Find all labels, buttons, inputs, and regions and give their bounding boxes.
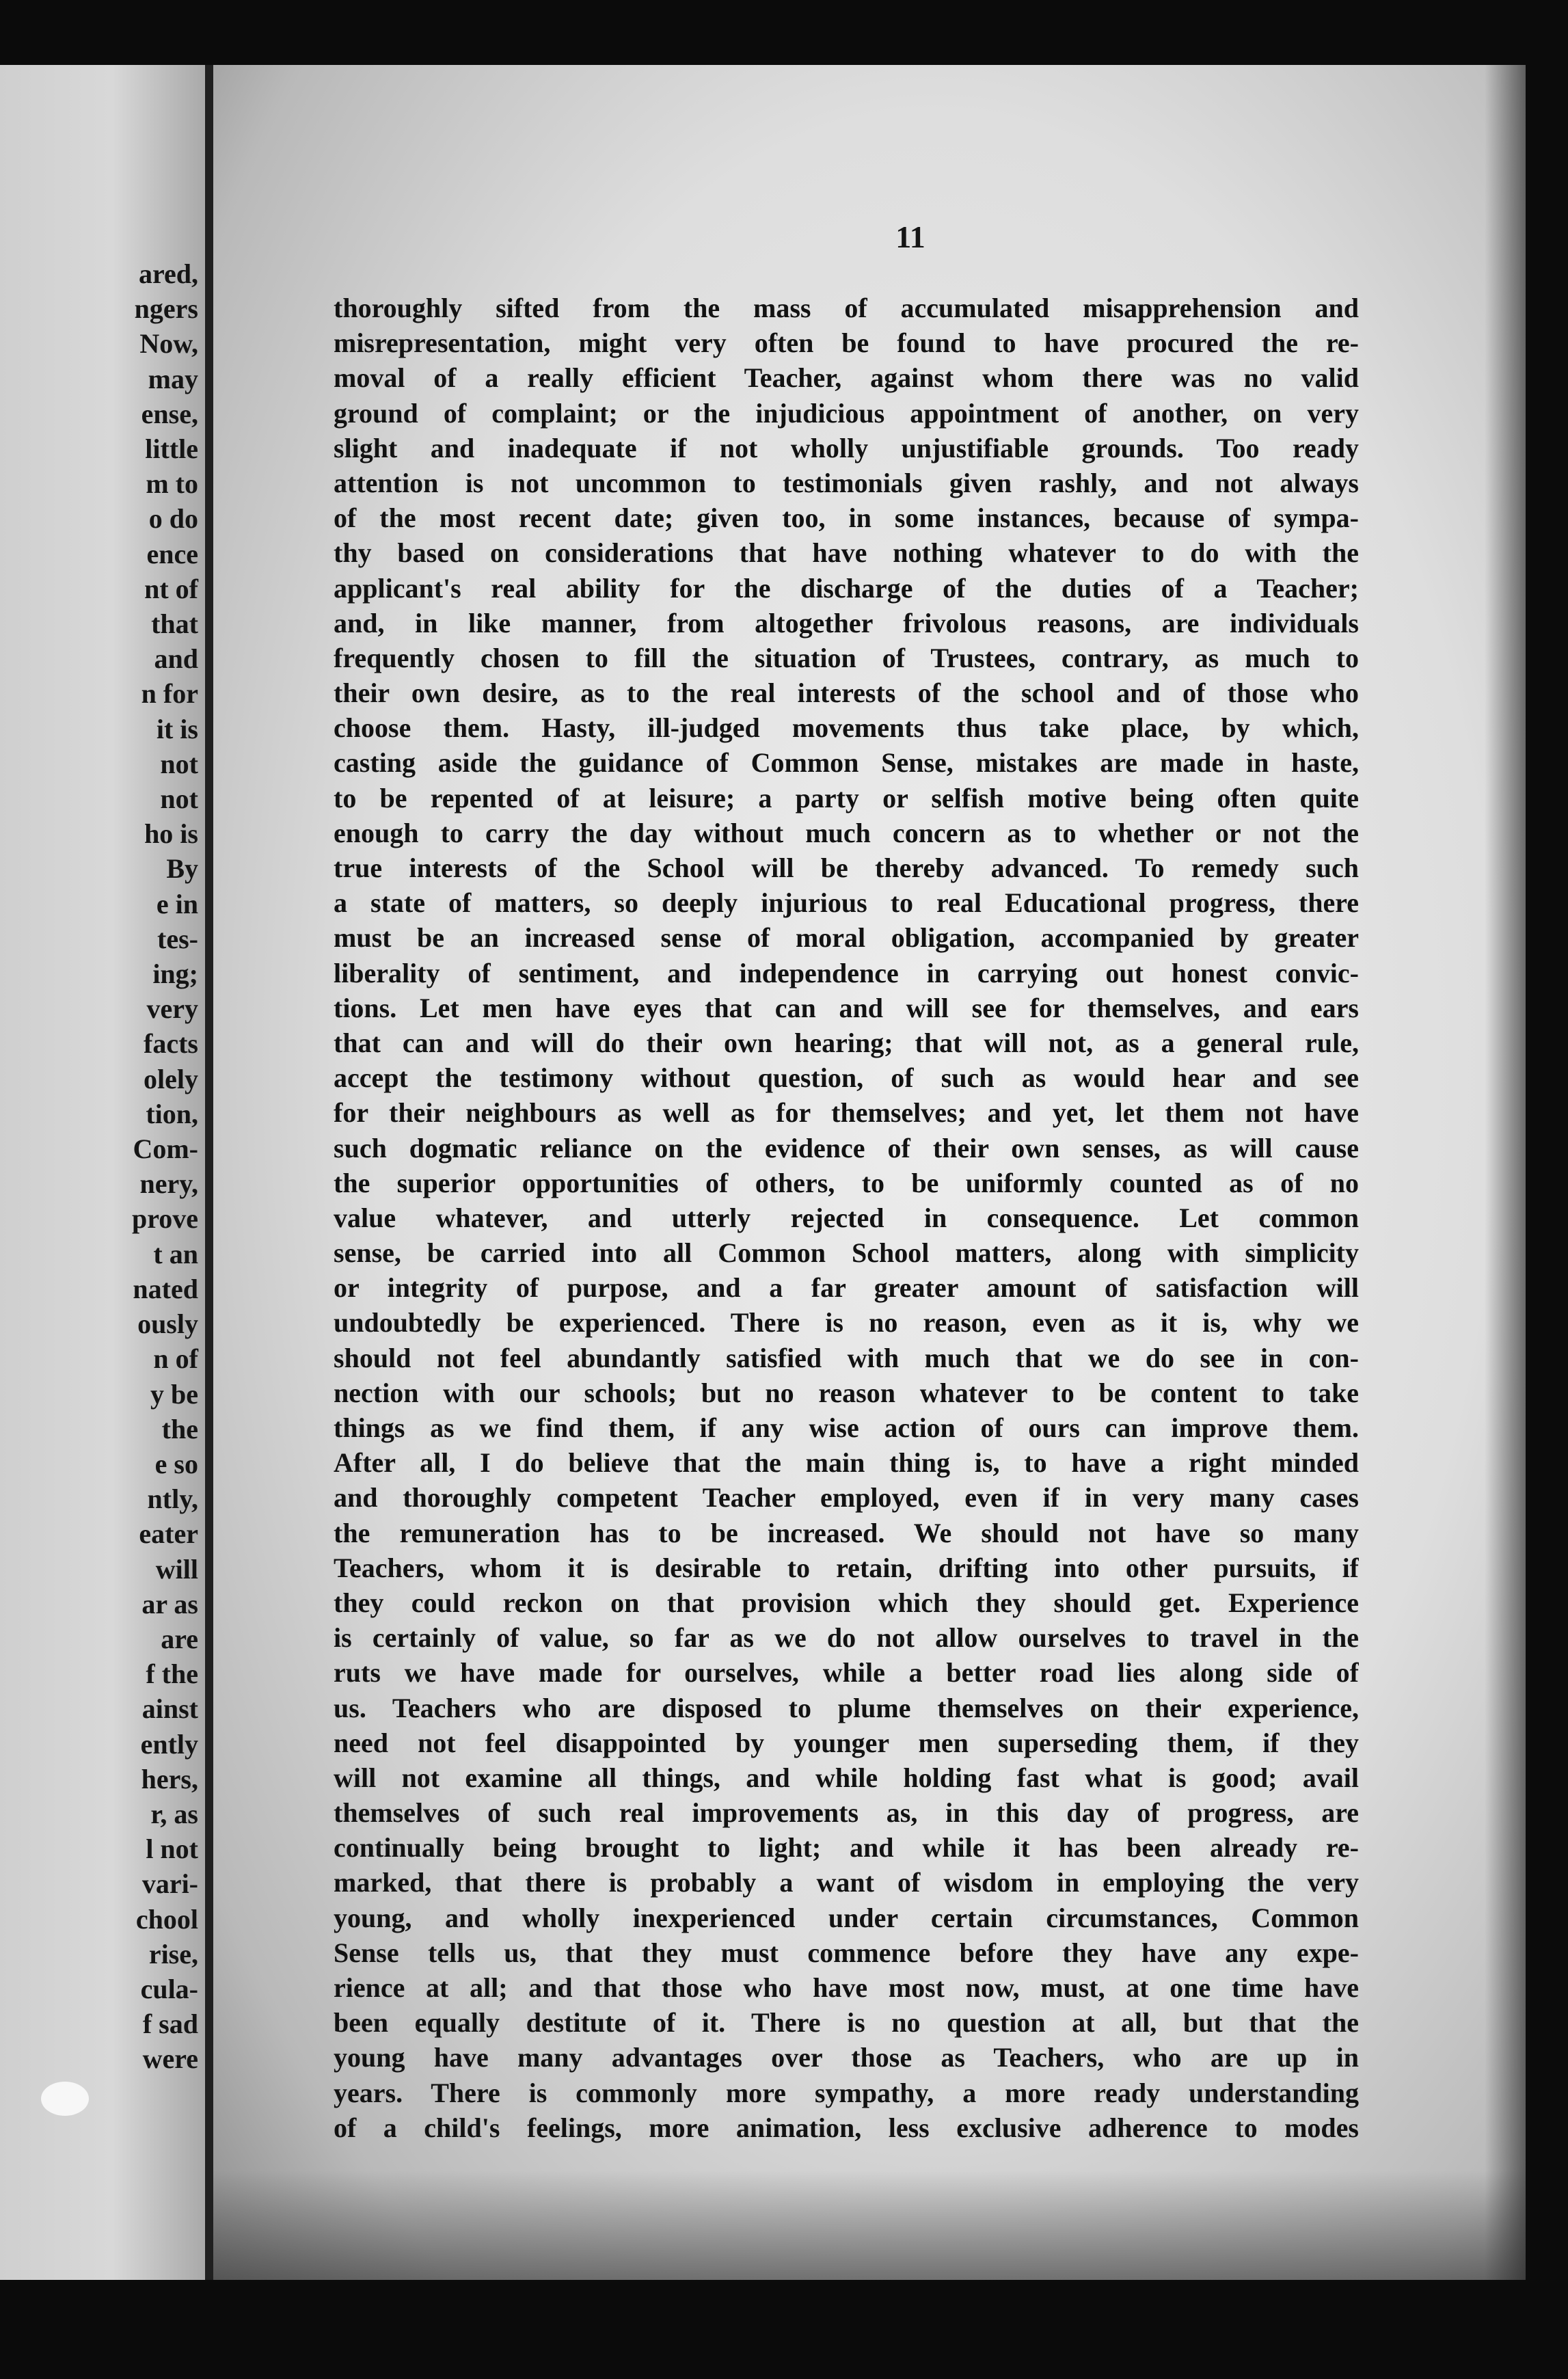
left-page-line: the — [161, 1413, 198, 1444]
left-page-line: n for — [141, 678, 198, 710]
text-line: their own desire, as to the real interests of the school and of those who — [334, 677, 1359, 709]
text-line: will not examine all things, and while holding fast what is good; avail — [334, 1762, 1359, 1793]
text-line: that can and will do their own hearing; that will not, as a general rule, — [334, 1027, 1359, 1058]
left-page-line: ared, — [138, 258, 198, 289]
main-page — [213, 65, 1526, 2280]
text-line: to be repented of at leisure; a party or selfish motive being often quite — [334, 782, 1359, 814]
left-page-line: that — [151, 608, 198, 640]
text-line: ruts we have made for ourselves, while a better road lies along side of — [334, 1657, 1359, 1689]
left-page-line: ar as — [141, 1588, 198, 1619]
left-page-line: vari- — [141, 1868, 198, 1900]
text-line: accept the testimony without question, of such as would hear and see — [334, 1062, 1359, 1094]
left-page-line: ho is — [144, 818, 198, 850]
left-page-line: ainst — [141, 1693, 198, 1725]
text-line: misrepresentation, might very often be found to have procured the re- — [334, 327, 1359, 359]
left-page-line: By — [166, 853, 198, 885]
text-line: Teachers, whom it is desirable to retain, drifting into other pursuits, if — [334, 1552, 1359, 1583]
left-page-line: r, as — [150, 1798, 198, 1829]
text-line: been equally destitute of it. There is no question at all, but that the — [334, 2007, 1359, 2039]
text-line: choose them. Hasty, ill-judged movements thus take place, by which, — [334, 712, 1359, 744]
left-page-line: are — [161, 1623, 198, 1654]
left-page-line: l not — [146, 1833, 198, 1865]
text-line: must be an increased sense of moral obligation, accompanied by greater — [334, 922, 1359, 954]
text-line: Sense tells us, that they must commence before they have any expe- — [334, 1937, 1359, 1968]
left-page-line: tes- — [157, 923, 198, 954]
text-line: slight and inadequate if not wholly unjustifiable grounds. Too ready — [334, 432, 1359, 463]
page-number: 11 — [895, 219, 925, 254]
left-page-line: nated — [133, 1273, 198, 1304]
left-page-line: may — [148, 363, 198, 394]
body-text — [334, 291, 1359, 2145]
text-line: After all, I do believe that the main thing is, to have a right minded — [334, 1447, 1359, 1479]
left-page-line: ngers — [134, 293, 198, 325]
left-page-line: f sad — [142, 2008, 198, 2040]
left-page-line: ntly, — [147, 1483, 198, 1515]
left-page-line: e so — [154, 1448, 198, 1479]
left-page-line: prove — [131, 1203, 198, 1235]
text-line: of a child's feelings, more animation, less exclusive adherence to modes — [334, 2112, 1359, 2143]
page-edge-shadow — [1485, 65, 1526, 2280]
left-page-line: not — [160, 783, 198, 815]
text-line: continually being brought to light; and while it has been already re- — [334, 1832, 1359, 1864]
left-page-line: it is — [156, 713, 198, 744]
left-page-line: will — [155, 1553, 198, 1585]
left-page-line: facts — [144, 1028, 198, 1060]
text-line: sense, be carried into all Common School matters, along with simplicity — [334, 1237, 1359, 1269]
left-page-line: eater — [139, 1518, 198, 1550]
text-line: should not feel abundantly satisfied with much that we do see in con- — [334, 1342, 1359, 1373]
left-page-line: m to — [146, 468, 198, 500]
left-page-line: Com- — [133, 1133, 198, 1165]
text-line: moval of a really efficient Teacher, against whom there was no valid — [334, 362, 1359, 394]
text-line: thy based on considerations that have nothing whatever to do with the — [334, 537, 1359, 569]
text-line: and thoroughly competent Teacher employed, even if in very many cases — [334, 1482, 1359, 1514]
text-line: themselves of such real improvements as, in this day of progress, are — [334, 1797, 1359, 1829]
text-line: frequently chosen to fill the situation of Trustees, contrary, as much to — [334, 642, 1359, 673]
text-line: the superior opportunities of others, to be uniformly counted as of no — [334, 1167, 1359, 1198]
left-page-line: very — [146, 993, 198, 1025]
left-page-line: y be — [150, 1378, 198, 1410]
text-line: value whatever, and utterly rejected in consequence. Let common — [334, 1202, 1359, 1233]
text-line: the remuneration has to be increased. We should not have so many — [334, 1517, 1359, 1548]
text-line: of the most recent date; given too, in some instances, because of sympa- — [334, 502, 1359, 534]
left-page-line: were — [142, 2043, 198, 2075]
left-page-line: e in — [156, 888, 198, 919]
text-line: such dogmatic reliance on the evidence of their own senses, as will cause — [334, 1132, 1359, 1164]
ink-blot — [41, 2082, 89, 2116]
left-page-line: ing; — [152, 958, 198, 990]
left-page-line: tion, — [146, 1098, 198, 1129]
left-page-line: chool — [135, 1903, 198, 1935]
text-line: applicant's real ability for the discharge of the duties of a Teacher; — [334, 572, 1359, 604]
text-line: young have many advantages over those as Teachers, who are up in — [334, 2042, 1359, 2073]
page-gutter — [205, 65, 213, 2280]
left-page-line: ously — [137, 1308, 198, 1340]
left-page-line: hers, — [141, 1763, 198, 1795]
left-page-line: o do — [148, 503, 198, 535]
text-line: young, and wholly inexperienced under certain circumstances, Common — [334, 1902, 1359, 1933]
left-page-line: ense, — [141, 398, 198, 429]
left-page-line: nery, — [139, 1168, 198, 1200]
left-page-line: little — [145, 433, 198, 465]
text-line: they could reckon on that provision which they should get. Experience — [334, 1587, 1359, 1618]
left-page-text — [132, 256, 198, 2077]
left-page-line: not — [160, 748, 198, 779]
left-page-line: olely — [144, 1063, 198, 1094]
left-page-line: rise, — [148, 1938, 198, 1970]
left-page-line: and — [154, 643, 198, 675]
left-facing-page — [0, 65, 205, 2280]
text-line: rience at all; and that those who have most now, must, at one time have — [334, 1972, 1359, 2003]
text-line: marked, that there is probably a want of wisdom in employing the very — [334, 1867, 1359, 1898]
left-page-line: t an — [153, 1238, 198, 1269]
left-page-line: cula- — [140, 1973, 198, 2004]
text-line: attention is not uncommon to testimonials given rashly, and not always — [334, 467, 1359, 498]
text-line: liberality of sentiment, and independence in carrying out honest convic- — [334, 957, 1359, 989]
left-page-line: ently — [140, 1728, 198, 1760]
text-line: need not feel disappointed by younger men superseding them, if they — [334, 1727, 1359, 1758]
text-line: us. Teachers who are disposed to plume themselves on their experience, — [334, 1692, 1359, 1723]
text-line: tions. Let men have eyes that can and will see for themselves, and ears — [334, 992, 1359, 1023]
text-line: and, in like manner, from altogether frivolous reasons, are individuals — [334, 607, 1359, 639]
text-line: a state of matters, so deeply injurious to real Educational progress, there — [334, 887, 1359, 919]
left-page-line: Now, — [139, 328, 198, 360]
text-line: or integrity of purpose, and a far greater amount of satisfaction will — [334, 1272, 1359, 1304]
text-line: years. There is commonly more sympathy, a more ready understanding — [334, 2077, 1359, 2108]
text-line: for their neighbours as well as for themselves; and yet, let them not have — [334, 1097, 1359, 1129]
left-page-line: n of — [153, 1343, 198, 1375]
text-line: ground of complaint; or the injudicious appointment of another, on very — [334, 397, 1359, 429]
text-line: casting aside the guidance of Common Sense, mistakes are made in haste, — [334, 747, 1359, 779]
left-page-line: ence — [146, 538, 198, 569]
text-line: enough to carry the day without much concern as to whether or not the — [334, 817, 1359, 848]
text-line: things as we find them, if any wise action of ours can improve them. — [334, 1412, 1359, 1443]
text-line: undoubtedly be experienced. There is no reason, even as it is, why we — [334, 1307, 1359, 1339]
text-line: nection with our schools; but no reason whatever to be content to take — [334, 1377, 1359, 1408]
text-line: is certainly of value, so far as we do not allow ourselves to travel in the — [334, 1622, 1359, 1654]
text-line: thoroughly sifted from the mass of accumulated misapprehension and — [334, 293, 1359, 323]
left-page-line: nt of — [144, 573, 198, 604]
page-bottom-shadow — [213, 2170, 1526, 2280]
text-line: true interests of the School will be thereby advanced. To remedy such — [334, 852, 1359, 883]
left-page-line: f the — [146, 1658, 198, 1690]
